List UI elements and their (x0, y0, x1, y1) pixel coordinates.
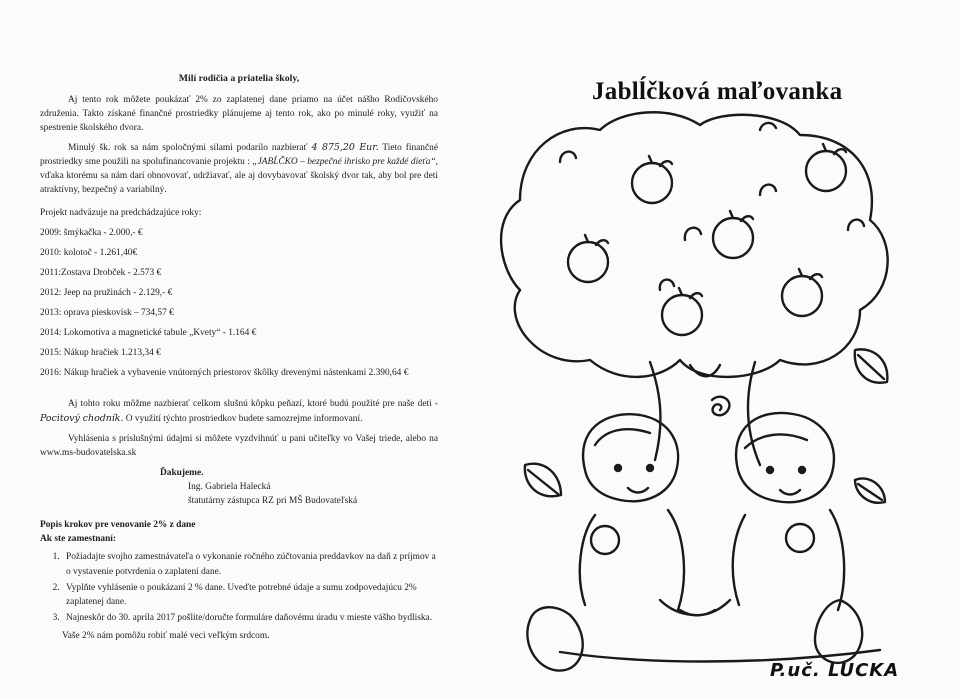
apple-icon (632, 156, 672, 203)
handwritten-project: Pocitový chodník. (40, 412, 124, 424)
intro-paragraph: Aj tento rok môžete poukázať 2% zo zaplatenej dane priamo na účet nášho Rodičovského združenia. Takto získané finančné prostriedky plánujeme aj tento rok, ako po minulé roky, využiť na spestrenie školského dvora. (40, 94, 438, 133)
year-item: 2010: kolotoč - 1.261,40€ (40, 248, 138, 259)
apple-icon (713, 211, 753, 258)
year-item: 2014: Lokomotíva a magnetické tabule „Kvety“ - 1.164 € (40, 328, 257, 339)
year-item: 2012: Jeep na pružinách - 2.129,- € (40, 288, 173, 299)
steps-title: Popis krokov pre venovanie 2% z dane (40, 520, 196, 531)
canopy-curl (685, 228, 701, 240)
coloring-title: Jablĺčková maľovanka (592, 78, 843, 105)
year-item: 2013: oprava pieskovísk – 734,57 € (40, 308, 174, 319)
apple-icon (568, 235, 608, 282)
canopy-curl (760, 123, 776, 130)
project-name: „JABĹČKO – bezpečné ihrisko pre každé dieťa“ (252, 157, 436, 168)
leaf-icon (525, 464, 561, 497)
step-item: 3. Najneskôr do 30. apríla 2017 pošlite/doručte formuláre daňovému úradu v mieste vášho bydliska. (62, 611, 438, 625)
handwritten-amount: 4 875,20 Eur. (311, 142, 379, 154)
this-year-text-b: O využití týchto prostriedkov budete samozrejme informovaní. (125, 413, 363, 424)
signer-name: Ing. Gabriela Halecká (188, 482, 271, 492)
apple-icon (782, 269, 822, 316)
year-item: 2011:Zostava Drobček - 2.573 € (40, 268, 162, 279)
child-girl (680, 413, 862, 663)
signer-role: štatutárny zástupca RZ pri MŠ Budovateľská (188, 496, 358, 507)
this-year-text-a: Aj tohto roku môžme nazbierať celkom slušnú kôpku peňazí, ktoré budú použité pre naše deti - (68, 399, 438, 410)
letter-title: Milí rodičia a priatelia školy, (178, 73, 300, 84)
year-item: 2016: Nákup hračiek a vybavenie vnútorných priestorov škôlky drevenými nástenkami 2.390,64 € (40, 368, 409, 379)
canopy-curl (660, 280, 674, 290)
forms-paragraph: Vyhlásenia s príslušnými údajmi si môžete vyzdvihnúť u pani učiteľky vo Vašej triede, alebo na www.ms-budovatelska.sk (40, 433, 438, 458)
last-year-text-b: Tieto finančné prostriedky sme použili na spolufinancovanie projektu : (40, 143, 438, 168)
thanks-line: Ďakujeme. (160, 467, 204, 478)
leaf-icon (855, 478, 885, 502)
step-item: 1. Požiadajte svojho zamestnávateľa o vykonanie ročného zúčtovania preddavkov na daň z príjmov a o vystavenie potvrdenia o zaplatení dane. (62, 550, 438, 578)
year-item: 2015: Nákup hračiek 1.213,34 € (40, 348, 161, 359)
canopy-curl (560, 152, 576, 162)
leaf-icon (855, 349, 888, 382)
canopy-curl (760, 185, 776, 195)
canopy-curl (848, 220, 864, 230)
handwritten-signature: P.uč. LUCKA (770, 660, 900, 681)
tree-trunk (650, 362, 760, 465)
year-item: 2009: šmýkačka - 2.000,- € (40, 228, 143, 239)
employees-heading: Ak ste zamestnaní: (40, 534, 117, 545)
apple-icon (806, 144, 846, 191)
last-year-text-a: Minulý šk. rok sa nám spoločnými silami podarilo nazbierať (68, 143, 308, 154)
last-year-text-c: , vďaka ktorému sa nám darí obnovovať, udržiavať, ale aj dovybavovať školský dvor tak, aby bol pre deti atraktívny, bezpečný a variabilný. (40, 157, 439, 196)
apple-icon (662, 288, 702, 335)
trunk-knot (712, 397, 729, 416)
years-intro: Projekt nadväzuje na predchádzajúce roky: (40, 208, 202, 219)
child-boy (527, 414, 715, 670)
closing-line: Vaše 2% nám pomôžu robiť malé veci veľkým srdcom. (62, 630, 270, 641)
step-item: 2. Vyplňte vyhlásenie o poukázaní 2 % dane. Uveďte potrebné údaje a sumu zodpovedajúcu 2% zaplatenej dane. (62, 581, 438, 609)
